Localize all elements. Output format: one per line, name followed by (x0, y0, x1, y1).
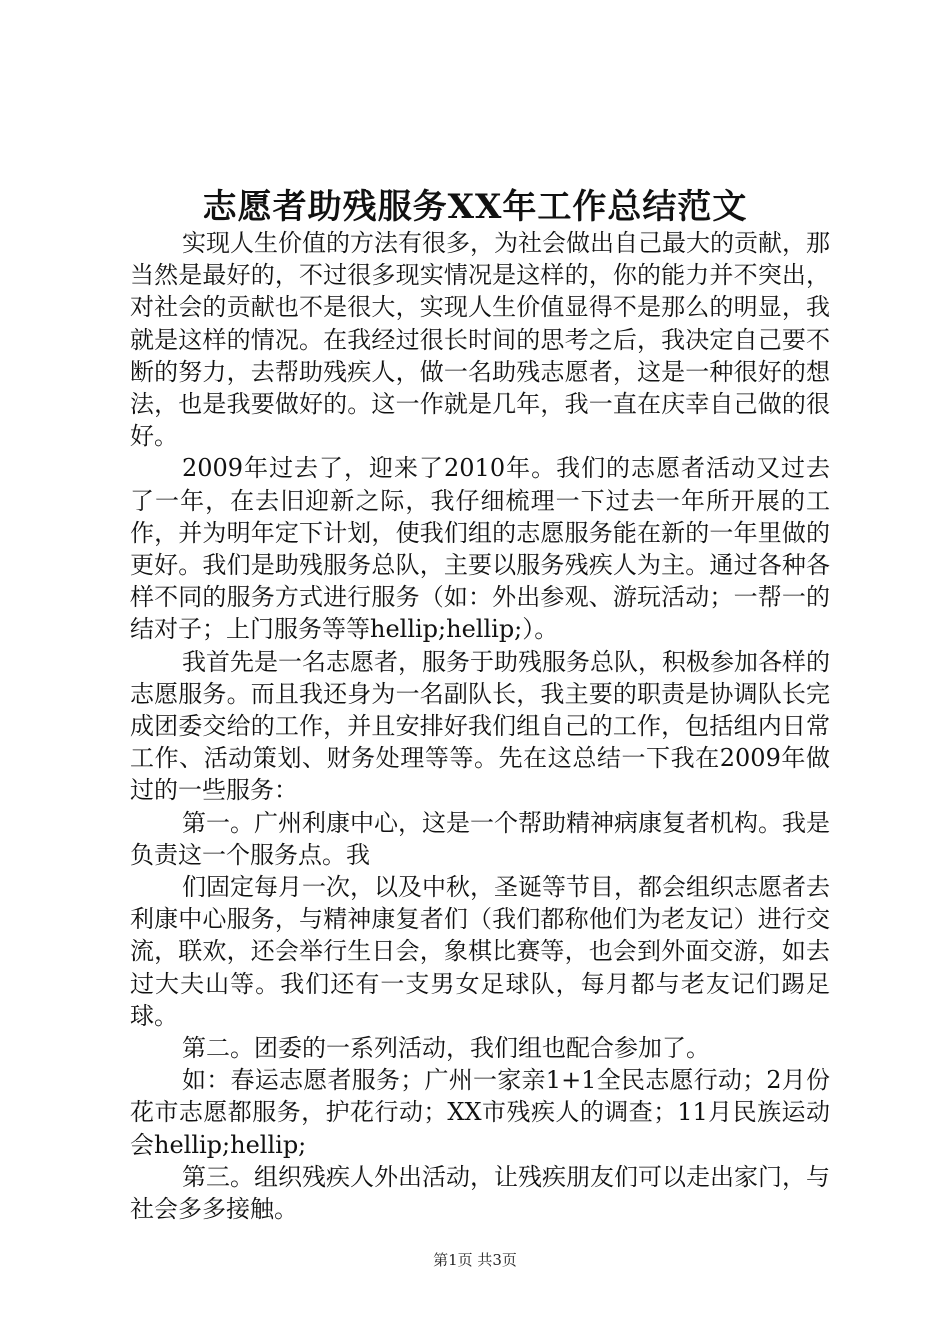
document-title: 志愿者助残服务XX年工作总结范文 (202, 187, 748, 227)
paragraph-item-two: 第二。团委的一系列活动，我们组也配合参加了。 (182, 1034, 710, 1063)
paragraph-item-two-detail: 如：春运志愿者服务；广州一家亲1+1全民志愿行动；2月份花市志愿都服务，护花行动；XX市残疾人的调查；11月民族运动会hellip;hellip; (130, 1066, 830, 1159)
paragraph-role: 我首先是一名志愿者，服务于助残服务总队，积极参加各样的志愿服务。而且我还身为一名副队长，我主要的职责是协调队长完成团委交给的工作，并且安排好我们组自己的工作，包括组内日常工作、活动策划、财务处理等等。先在这总结一下我在2009年做过的一些服务： (130, 647, 830, 805)
paragraph-item-three: 第三。组织残疾人外出活动，让残疾朋友们可以走出家门，与社会多多接触。 (130, 1162, 830, 1224)
paragraph-item-one-detail: 们固定每月一次，以及中秋，圣诞等节目，都会组织志愿者去利康中心服务，与精神康复者们（我们都称他们为老友记）进行交流，联欢，还会举行生日会，象棋比赛等，也会到外面交游，如去过大夫山等。我们还有一支男女足球队，每月都与老友记们踢足球。 (130, 873, 830, 1030)
page-number: 第1页 共3页 (433, 1251, 517, 1269)
paragraph-item-one: 第一。广州利康中心，这是一个帮助精神病康复者机构。我是负责这一个服务点。我 (130, 808, 830, 869)
paragraph-year-review: 2009年过去了，迎来了2010年。我们的志愿者活动又过去了一年，在去旧迎新之际，我仔细梳理一下过去一年所开展的工作，并为明年定下计划，使我们组的志愿服务能在新的一年里做的更好。我们是助残服务总队，主要以服务残疾人为主。通过各种各样不同的服务方式进行服务（如：外出参观、游玩活动；一帮一的结对子；上门服务等等hellip;hellip;）。 (130, 454, 830, 644)
paragraph-intro: 实现人生价值的方法有很多，为社会做出自己最大的贡献，那当然是最好的，不过很多现实情况是这样的，你的能力并不突出，对社会的贡献也不是很大，实现人生价值显得不是那么的明显，我就是这样的情况。在我经过很长时间的思考之后，我决定自己要不断的努力，去帮助残疾人，做一名助残志愿者，这是一种很好的想法，也是我要做好的。这一作就是几年，我一直在庆幸自己做的很好。 (130, 229, 830, 451)
document-body (130, 227, 830, 1225)
